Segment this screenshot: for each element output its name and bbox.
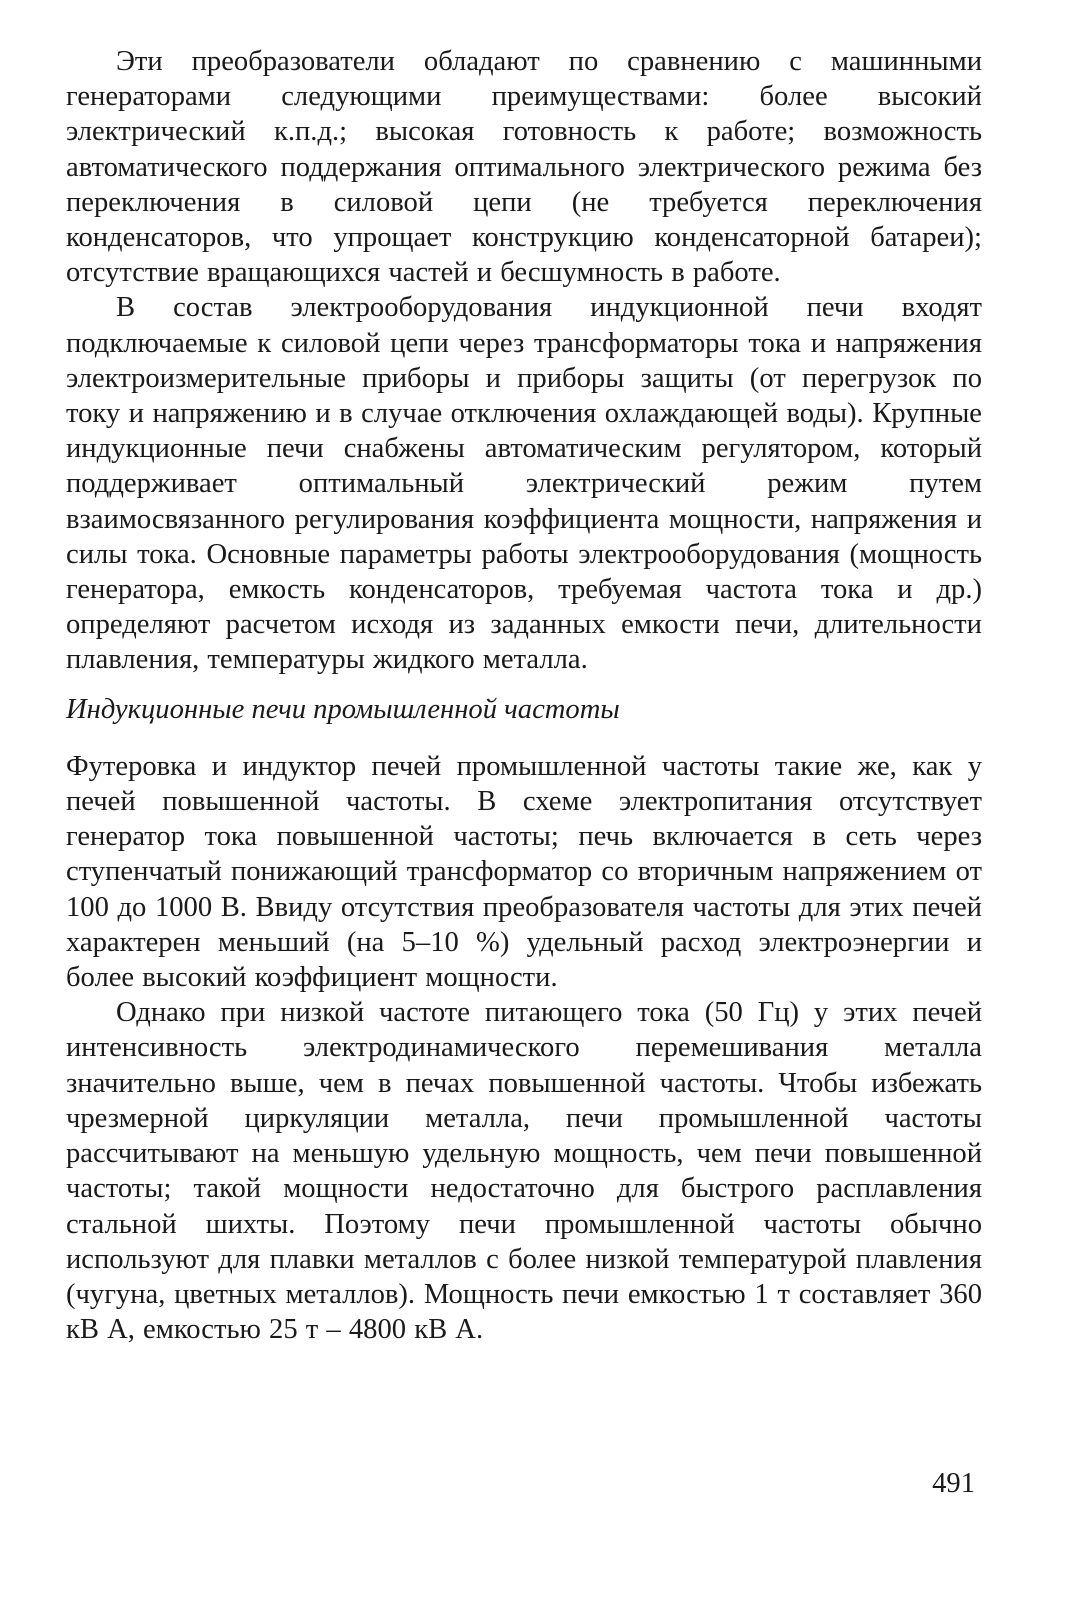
- paragraph-low-frequency-effects: Однако при низкой частоте питающего тока (50 Гц) у этих печей интенсивность электродинамического перемешивания металла значительно выше, чем в печах повышенной частоты. Чтобы избежать чрезмерной циркуляции металла, печи промышленной частоты рассчитывают на меньшую удельную мощность, чем печи повышенной частоты; такой мощности недостаточно для быстрого расплавления стальной шихты. Поэтому печи промышленной частоты обычно используют для плавки металлов с более низкой температурой плавления (чугуна, цветных металлов). Мощность печи емкостью 1 т составляет 360 кВ А, емкостью 25 т – 4800 кВ А.: [66, 997, 982, 1346]
- paragraph-lining-and-inductor: Футеровка и индуктор печей промышленной частоты такие же, как у печей повышенной частоты. В схеме электропитания отсутствует генератор тока повышенной частоты; печь включается в сеть через ступенчатый понижающий трансформатор со вторичным напряжением от 100 до 1000 В. Ввиду отсутствия преобразователя частоты для этих печей характерен меньший (на 5–10 %) удельный расход электроэнергии и более высокий коэффициент мощности.: [66, 750, 982, 994]
- paragraph-electrical-equipment: В состав электрооборудования индукционной печи входят подключаемые к силовой цепи через трансформаторы тока и напряжения электроизмерительные приборы и приборы защиты (от перегрузок по току и напряжению и в случае отключения охлаждающей воды). Крупные индукционные печи снабжены автоматическим регулятором, который поддерживает оптимальный электрический режим путем взаимосвязанного регулирования коэффициента мощности, напряжения и силы тока. Основные параметры работы электрооборудования (мощность генератора, емкость конденсаторов, требуемая частота тока и др.) определяют расчетом исходя из заданных емкости печи, длительности плавления, температуры жидкого металла.: [66, 292, 982, 676]
- paragraph-converter-advantages: Эти преобразователи обладают по сравнению с машинными генераторами следующими преимуществами: более высокий электрический к.п.д.; высокая готовность к работе; возможность автоматического поддержания оптимального электрического режима без переключения в силовой цепи (не требуется переключения конденсаторов, что упрощает конструкцию конденсаторной батареи); отсутствие вращающихся частей и бесшумность в работе.: [66, 46, 982, 289]
- section-heading: Индукционные печи промышленной частоты: [66, 693, 620, 725]
- document-page: [66, 44, 982, 1347]
- page-number: 491: [932, 1468, 975, 1499]
